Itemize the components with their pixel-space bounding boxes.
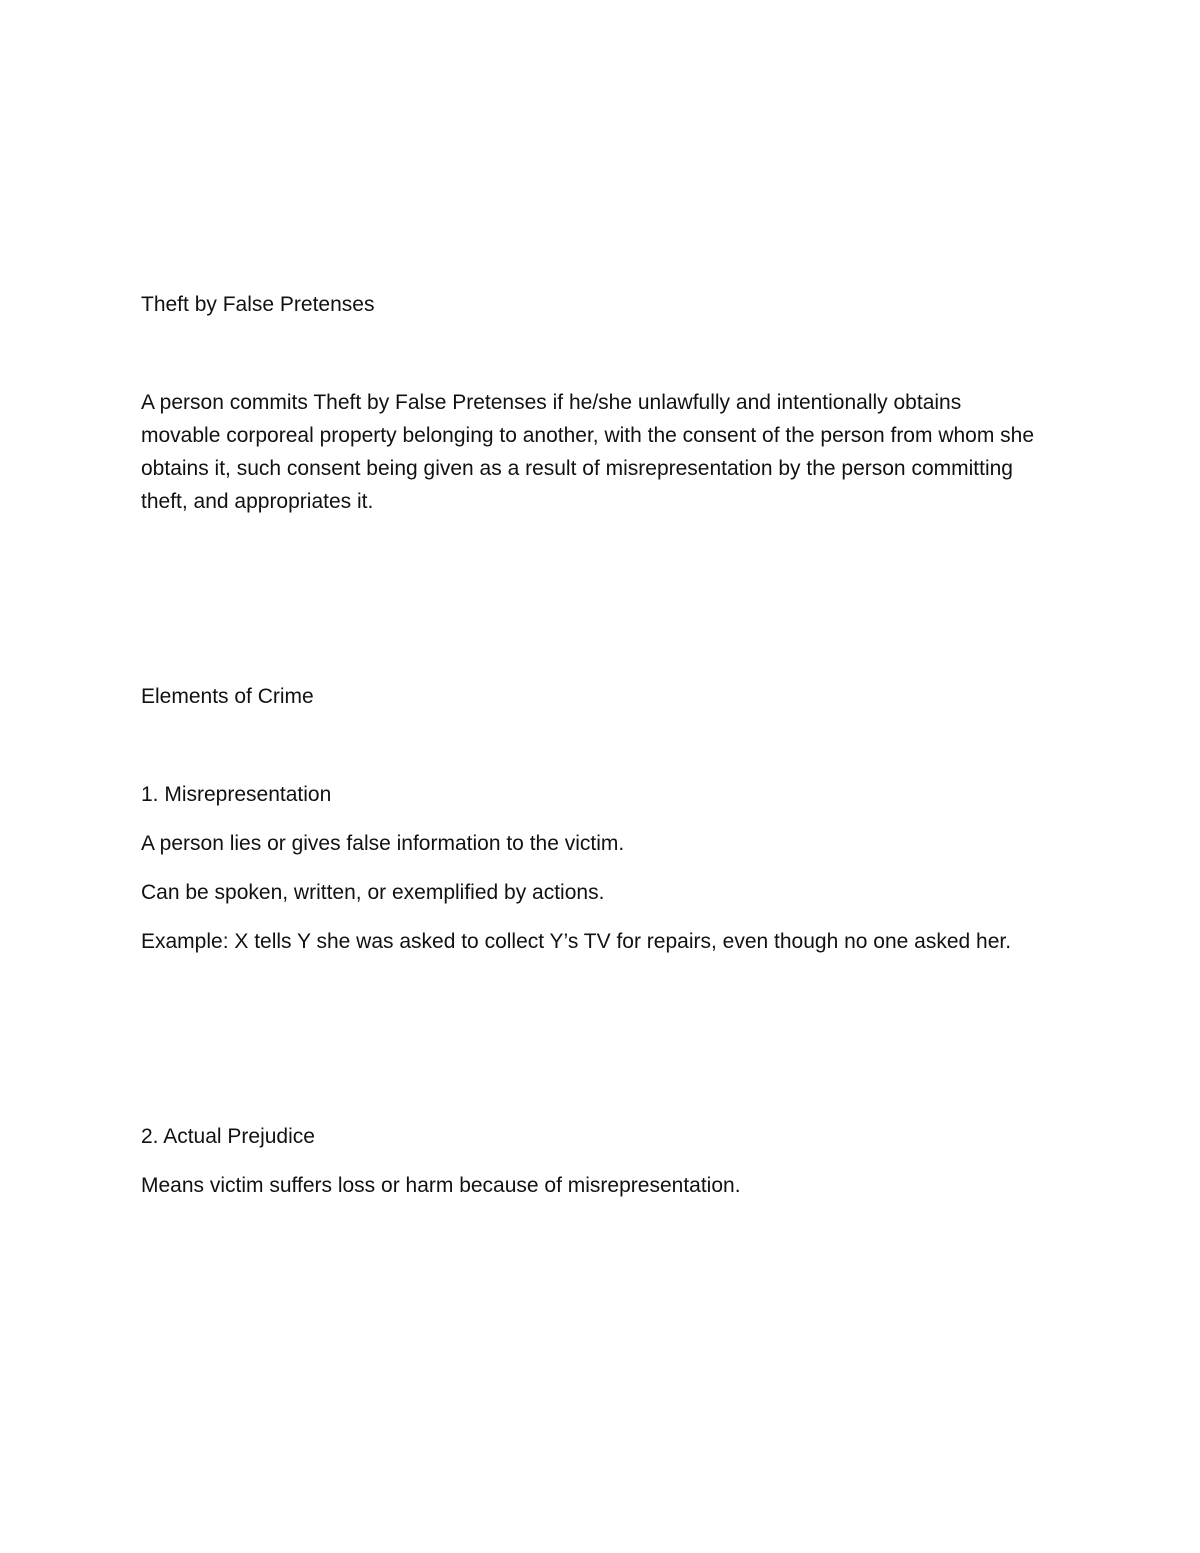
section-heading: Elements of Crime — [141, 685, 314, 708]
element-text-line: A person lies or gives false information to the victim. — [141, 832, 625, 855]
element-text-line: Means victim suffers loss or harm because of misrepresentation. — [141, 1174, 741, 1197]
element-heading-misrepresentation: 1. Misrepresentation — [141, 783, 332, 806]
element-text-line: Can be spoken, written, or exemplified by actions. — [141, 881, 605, 904]
element-heading-actual-prejudice: 2. Actual Prejudice — [141, 1125, 315, 1148]
document-title: Theft by False Pretenses — [141, 293, 375, 316]
definition-paragraph: A person commits Theft by False Pretenses if he/she unlawfully and intentionally obtains movable corporeal property belonging to another, with the consent of the person from whom she obtains it, such consent being given as a result of misrepresentation by the person committing theft, and appropriates it. — [141, 391, 1035, 513]
document-body — [141, 288, 1041, 1218]
element-example-line: Example: X tells Y she was asked to collect Y’s TV for repairs, even though no one asked her. — [141, 930, 1012, 953]
